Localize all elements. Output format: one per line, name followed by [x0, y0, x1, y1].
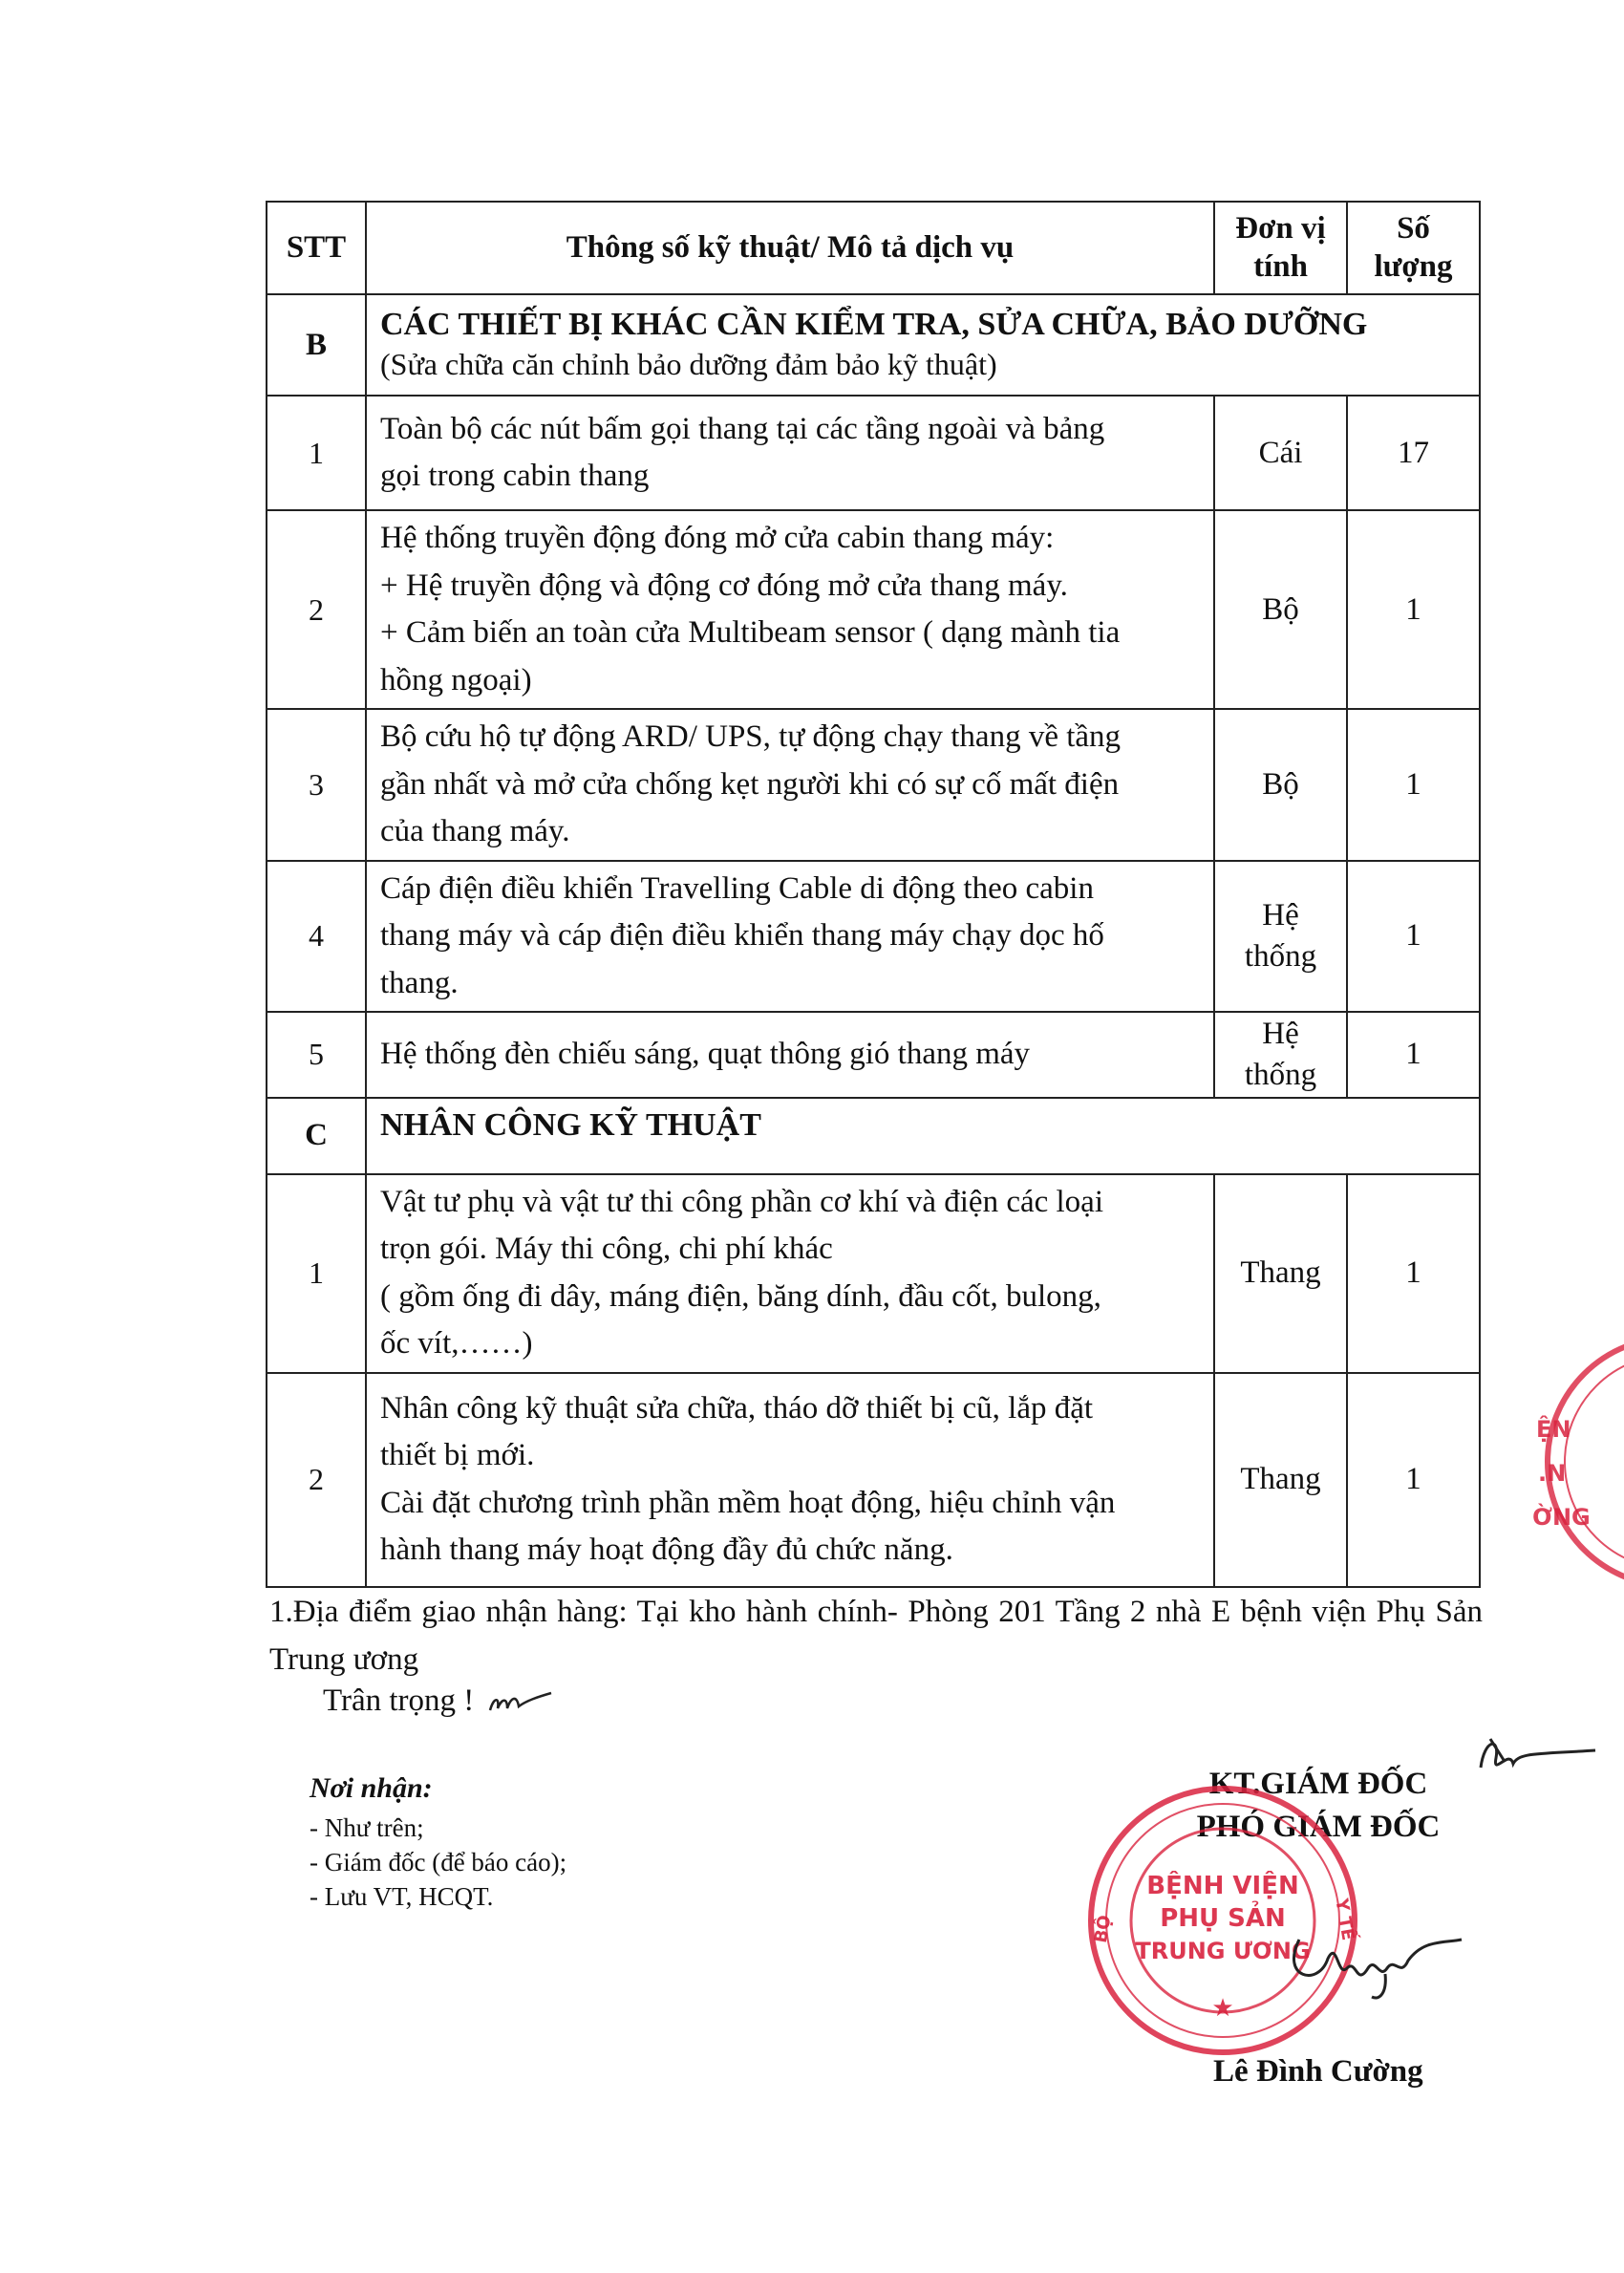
table-row — [267, 709, 1480, 861]
unit-line: Hệ — [1262, 897, 1299, 933]
description-line: Vật tư phụ và vật tư thi công phần cơ khí và điện các loại — [380, 1184, 1104, 1219]
description-line: + Cảm biến an toàn cửa Multibeam sensor ( dạng mành tia — [380, 615, 1121, 650]
unit-line: Cái — [1258, 435, 1303, 470]
table-row — [267, 1012, 1480, 1098]
recipients-heading: Nơi nhận: — [310, 1772, 433, 1804]
description-line: Toàn bộ các nút bấm gọi thang tại các tầng ngoài và bảng — [380, 411, 1105, 446]
unit-line: Thang — [1240, 1255, 1321, 1291]
unit-line: thống — [1244, 1057, 1317, 1092]
recipient-item: - Giám đốc (để báo cáo); — [310, 1847, 567, 1876]
row-quantity: 17 — [1347, 396, 1480, 510]
description-line: gần nhất và mở cửa chống kẹt người khi có sự cố mất điện — [380, 766, 1120, 802]
row-description — [366, 396, 1214, 510]
row-number: 4 — [267, 861, 366, 1013]
section-title: NHÂN CÔNG KỸ THUẬT — [380, 1106, 761, 1143]
table-row — [267, 1373, 1480, 1587]
description-line: Nhân công kỹ thuật sửa chữa, tháo dỡ thiết bị cũ, lắp đặt — [380, 1390, 1094, 1426]
header-stt: STT — [267, 202, 366, 294]
delivery-note: 1.Địa điểm giao nhận hàng: Tại kho hành chính- Phòng 201 Tầng 2 nhà E bệnh viện Phụ Sản Trung ương — [269, 1595, 1483, 1677]
header-quantity: Số lượng — [1347, 202, 1480, 294]
signer-name: Lê Đình Cường — [1213, 2054, 1423, 2089]
table-row — [267, 1174, 1480, 1373]
description-line: + Hệ truyền động và động cơ đóng mở cửa thang máy. — [380, 568, 1068, 603]
row-number: 2 — [267, 510, 366, 709]
recipient-item: - Lưu VT, HCQT. — [310, 1882, 494, 1912]
header-description: Thông số kỹ thuật/ Mô tả dịch vụ — [366, 202, 1214, 294]
row-number: 1 — [267, 396, 366, 510]
description-line: thiết bị mới. — [380, 1438, 535, 1473]
section-heading — [366, 294, 1480, 396]
row-number: 1 — [267, 1174, 366, 1373]
section-code: C — [267, 1098, 366, 1174]
description-line: thang. — [380, 965, 459, 1000]
handwritten-signature-icon — [1280, 1901, 1471, 2006]
description-line: ( gồm ống đi dây, máng điện, băng dính, đầu cốt, bulong, — [380, 1278, 1101, 1314]
description-line: Cáp điện điều khiển Travelling Cable di động theo cabin — [380, 870, 1094, 906]
section-code: B — [267, 294, 366, 396]
recipients-block — [310, 1769, 566, 1915]
row-quantity: 1 — [1347, 709, 1480, 861]
svg-text:ỜNG: ỜNG — [1532, 1504, 1591, 1531]
section-subtitle: (Sửa chữa căn chỉnh bảo dưỡng đảm bảo kỹ thuật) — [380, 346, 997, 381]
row-unit — [1214, 1174, 1347, 1373]
row-quantity: 1 — [1347, 1373, 1480, 1587]
row-unit — [1214, 510, 1347, 709]
description-line: Hệ thống đèn chiếu sáng, quạt thông gió thang máy — [380, 1037, 1031, 1072]
row-unit — [1214, 396, 1347, 510]
row-number: 2 — [267, 1373, 366, 1587]
table-body — [267, 294, 1480, 1587]
row-description — [366, 510, 1214, 709]
row-description — [366, 861, 1214, 1013]
section-heading — [366, 1098, 1480, 1174]
section-title: CÁC THIẾT BỊ KHÁC CẦN KIỂM TRA, SỬA CHỮA, BẢO DƯỠNG — [380, 306, 1368, 342]
recipient-item: - Như trên; — [310, 1812, 424, 1842]
description-line: thang máy và cáp điện điều khiển thang máy chạy dọc hố — [380, 918, 1104, 953]
svg-text:Y TẾ: Y TẾ — [1331, 1897, 1358, 1942]
row-description — [366, 1012, 1214, 1098]
signature-title-1: KT.GIÁM ĐỐC — [1208, 1767, 1428, 1801]
section-row — [267, 294, 1480, 396]
unit-line: thống — [1244, 938, 1317, 974]
table-row — [267, 510, 1480, 709]
spec-table — [266, 201, 1481, 1588]
svg-text:BỘ: BỘ — [1090, 1913, 1116, 1945]
row-description — [366, 709, 1214, 861]
row-unit — [1214, 709, 1347, 861]
regards-text: Trân trọng ! — [323, 1683, 559, 1722]
unit-line: Bộ — [1262, 766, 1299, 802]
svg-text:TRUNG ƯƠNG: TRUNG ƯƠNG — [1135, 1938, 1311, 1964]
table-row — [267, 396, 1480, 510]
row-quantity: 1 — [1347, 510, 1480, 709]
description-line: gọi trong cabin thang — [380, 459, 650, 493]
description-line: hành thang máy hoạt động đầy đủ chức năng. — [380, 1533, 953, 1568]
row-unit — [1214, 1012, 1347, 1098]
signature-title-2: PHÓ GIÁM ĐỐC — [1196, 1809, 1441, 1844]
description-line: Cài đặt chương trình phần mềm hoạt động, hiệu chỉnh vận — [380, 1485, 1116, 1520]
row-quantity: 1 — [1347, 1012, 1480, 1098]
table-row — [267, 861, 1480, 1013]
description-line: trọn gói. Máy thi công, chi phí khác — [380, 1232, 833, 1267]
row-number: 5 — [267, 1012, 366, 1098]
unit-line: Hệ — [1262, 1017, 1299, 1051]
row-unit — [1214, 861, 1347, 1013]
svg-text:.N: .N — [1538, 1460, 1567, 1487]
row-number: 3 — [267, 709, 366, 861]
row-description — [366, 1174, 1214, 1373]
description-line: ốc vít,……) — [380, 1326, 533, 1362]
row-description — [366, 1373, 1214, 1587]
svg-text:ỆN: ỆN — [1536, 1416, 1571, 1443]
unit-line: Thang — [1240, 1462, 1321, 1497]
initials-mark-icon — [1471, 1729, 1605, 1787]
unit-line: Bộ — [1262, 591, 1299, 627]
partial-seal-stamp — [1528, 1328, 1624, 1596]
section-row — [267, 1098, 1480, 1174]
svg-text:★: ★ — [1211, 1994, 1234, 2023]
table-header-row — [267, 202, 1480, 294]
row-quantity: 1 — [1347, 1174, 1480, 1373]
description-line: hồng ngoại) — [380, 662, 532, 697]
description-line: của thang máy. — [380, 814, 570, 848]
row-quantity: 1 — [1347, 861, 1480, 1013]
svg-text:BỆNH VIỆN: BỆNH VIỆN — [1146, 1872, 1299, 1900]
initials-signature-icon — [482, 1683, 559, 1722]
description-line: Bộ cứu hộ tự động ARD/ UPS, tự động chạy thang về tầng — [380, 719, 1122, 754]
header-unit: Đơn vị tính — [1214, 202, 1347, 294]
svg-text:PHỤ SẢN: PHỤ SẢN — [1160, 1904, 1286, 1933]
row-unit — [1214, 1373, 1347, 1587]
description-line: Hệ thống truyền động đóng mở cửa cabin thang máy: — [380, 521, 1055, 555]
